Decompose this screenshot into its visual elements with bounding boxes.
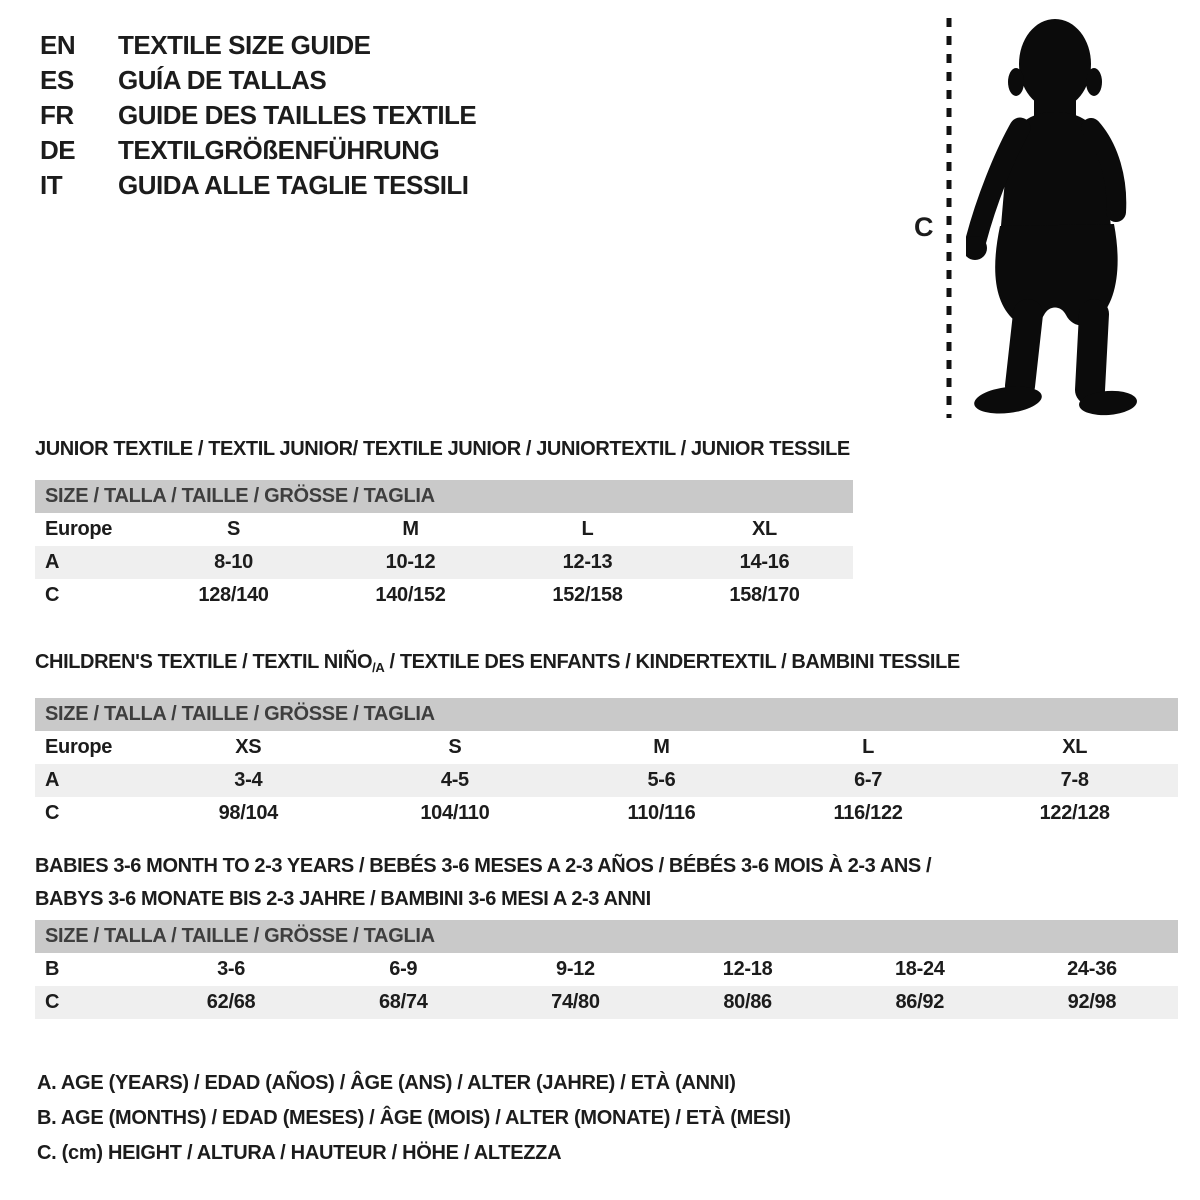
table-cell: XS: [235, 736, 262, 758]
table-cell: XL: [1062, 736, 1088, 758]
table-cell: 3-6: [217, 958, 246, 980]
legend-line-c: C. (cm) HEIGHT / ALTURA / HAUTEUR / HÖHE / ALTEZZA: [37, 1142, 562, 1164]
table-cell: 104/110: [420, 802, 490, 824]
row-label: A: [45, 551, 60, 573]
table-cell: 110/116: [627, 802, 696, 824]
babies-size-table: [35, 953, 1178, 1019]
toddler-silhouette-icon: [966, 14, 1141, 416]
childrens-textile-section: [35, 646, 1178, 830]
table-cell: 12-18: [722, 958, 773, 980]
table-row: [35, 797, 1178, 830]
table-row: [35, 764, 1178, 797]
section-title: JUNIOR TEXTILE / TEXTIL JUNIOR/ TEXTILE JUNIOR / JUNIORTEXTIL / JUNIOR TESSILE: [35, 438, 850, 460]
table-cell: L: [862, 736, 875, 758]
section-title-subscript: /A: [372, 660, 385, 675]
section-title: [35, 646, 1178, 684]
table-cell: 158/170: [729, 584, 800, 606]
language-code: IT: [40, 170, 63, 200]
row-label: A: [45, 769, 60, 791]
row-label: C: [45, 584, 60, 606]
table-cell: 92/98: [1067, 991, 1117, 1013]
height-dashed-line: [944, 16, 954, 420]
table-cell: 140/152: [375, 584, 446, 606]
junior-textile-section: [35, 433, 853, 612]
row-label: B: [45, 958, 60, 980]
table-cell: 14-16: [739, 551, 790, 573]
section-title-text: / TEXTILE DES ENFANTS / KINDERTEXTIL / BAMBINI TESSILE: [384, 651, 960, 673]
children-size-table: [35, 731, 1178, 830]
junior-size-table: [35, 513, 853, 612]
table-cell: M: [402, 518, 419, 540]
language-title: GUIDA ALLE TAGLIE TESSILI: [118, 170, 469, 200]
babies-textile-section: [35, 850, 1178, 1019]
table-row: [35, 731, 1178, 764]
table-cell: 152/158: [552, 584, 623, 606]
language-title: GUIDE DES TAILLES TEXTILE: [118, 100, 477, 130]
language-row: [40, 168, 476, 203]
table-cell: 128/140: [198, 584, 269, 606]
section-title-line: BABIES 3-6 MONTH TO 2-3 YEARS / BEBÉS 3-6 MESES A 2-3 AÑOS / BÉBÉS 3-6 MOIS À 2-3 ANS /: [35, 855, 932, 877]
legend-line-b: B. AGE (MONTHS) / EDAD (MESES) / ÂGE (MOIS) / ALTER (MONATE) / ETÀ (MESI): [37, 1107, 791, 1129]
language-row: [40, 98, 476, 133]
language-row: [40, 63, 476, 98]
table-cell: 116/122: [833, 802, 903, 824]
table-cell: 18-24: [894, 958, 945, 980]
language-code: FR: [40, 100, 74, 130]
table-cell: 74/80: [551, 991, 600, 1013]
table-row: [35, 579, 853, 612]
table-cell: 12-13: [562, 551, 613, 573]
section-title-line: BABYS 3-6 MONATE BIS 2-3 JAHRE / BAMBINI 3-6 MESI A 2-3 ANNI: [35, 888, 651, 910]
table-row: [35, 986, 1178, 1019]
row-label: Europe: [45, 518, 113, 540]
height-measure-label: C: [914, 212, 934, 242]
table-cell: 122/128: [1039, 802, 1110, 824]
size-header-bar: SIZE / TALLA / TAILLE / GRÖSSE / TAGLIA: [35, 698, 1178, 731]
language-row: [40, 28, 476, 63]
table-cell: 62/68: [206, 991, 256, 1013]
table-cell: 6-7: [854, 769, 883, 791]
table-cell: XL: [752, 518, 777, 540]
table-row: [35, 953, 1178, 986]
table-cell: 98/104: [218, 802, 278, 824]
language-title: TEXTILGRÖßENFÜHRUNG: [118, 135, 440, 165]
language-list: [40, 28, 476, 203]
table-cell: S: [226, 518, 241, 540]
table-cell: 6-9: [389, 958, 418, 980]
table-cell: 7-8: [1060, 769, 1089, 791]
legend: [37, 1066, 791, 1171]
language-code: DE: [40, 135, 76, 165]
table-cell: 10-12: [385, 551, 436, 573]
table-row: [35, 546, 853, 579]
language-code: ES: [40, 65, 74, 95]
row-label: Europe: [45, 736, 113, 758]
size-header-bar: SIZE / TALLA / TAILLE / GRÖSSE / TAGLIA: [35, 920, 1178, 953]
section-title-text: CHILDREN'S TEXTILE / TEXTIL NIÑO: [35, 651, 373, 673]
size-header-bar: SIZE / TALLA / TAILLE / GRÖSSE / TAGLIA: [35, 480, 853, 513]
table-cell: 3-4: [234, 769, 263, 791]
language-title: GUÍA DE TALLAS: [118, 65, 327, 95]
row-label: C: [45, 802, 60, 824]
row-label: C: [45, 991, 60, 1013]
table-cell: M: [653, 736, 670, 758]
table-cell: 9-12: [556, 958, 595, 980]
table-cell: 8-10: [214, 551, 253, 573]
table-row: [35, 513, 853, 546]
table-cell: 4-5: [440, 769, 469, 791]
table-cell: 86/92: [895, 991, 945, 1013]
height-figure: [900, 14, 1162, 420]
table-cell: 5-6: [647, 769, 676, 791]
legend-line-a: A. AGE (YEARS) / EDAD (AÑOS) / ÂGE (ANS) / ALTER (JAHRE) / ETÀ (ANNI): [37, 1072, 736, 1094]
table-cell: L: [581, 518, 594, 540]
table-cell: 80/86: [723, 991, 772, 1013]
language-code: EN: [40, 30, 76, 60]
table-cell: 68/74: [378, 991, 428, 1013]
table-cell: 24-36: [1067, 958, 1117, 980]
section-title: [35, 850, 1178, 916]
table-cell: S: [448, 736, 462, 758]
language-title: TEXTILE SIZE GUIDE: [118, 30, 371, 60]
language-row: [40, 133, 476, 168]
